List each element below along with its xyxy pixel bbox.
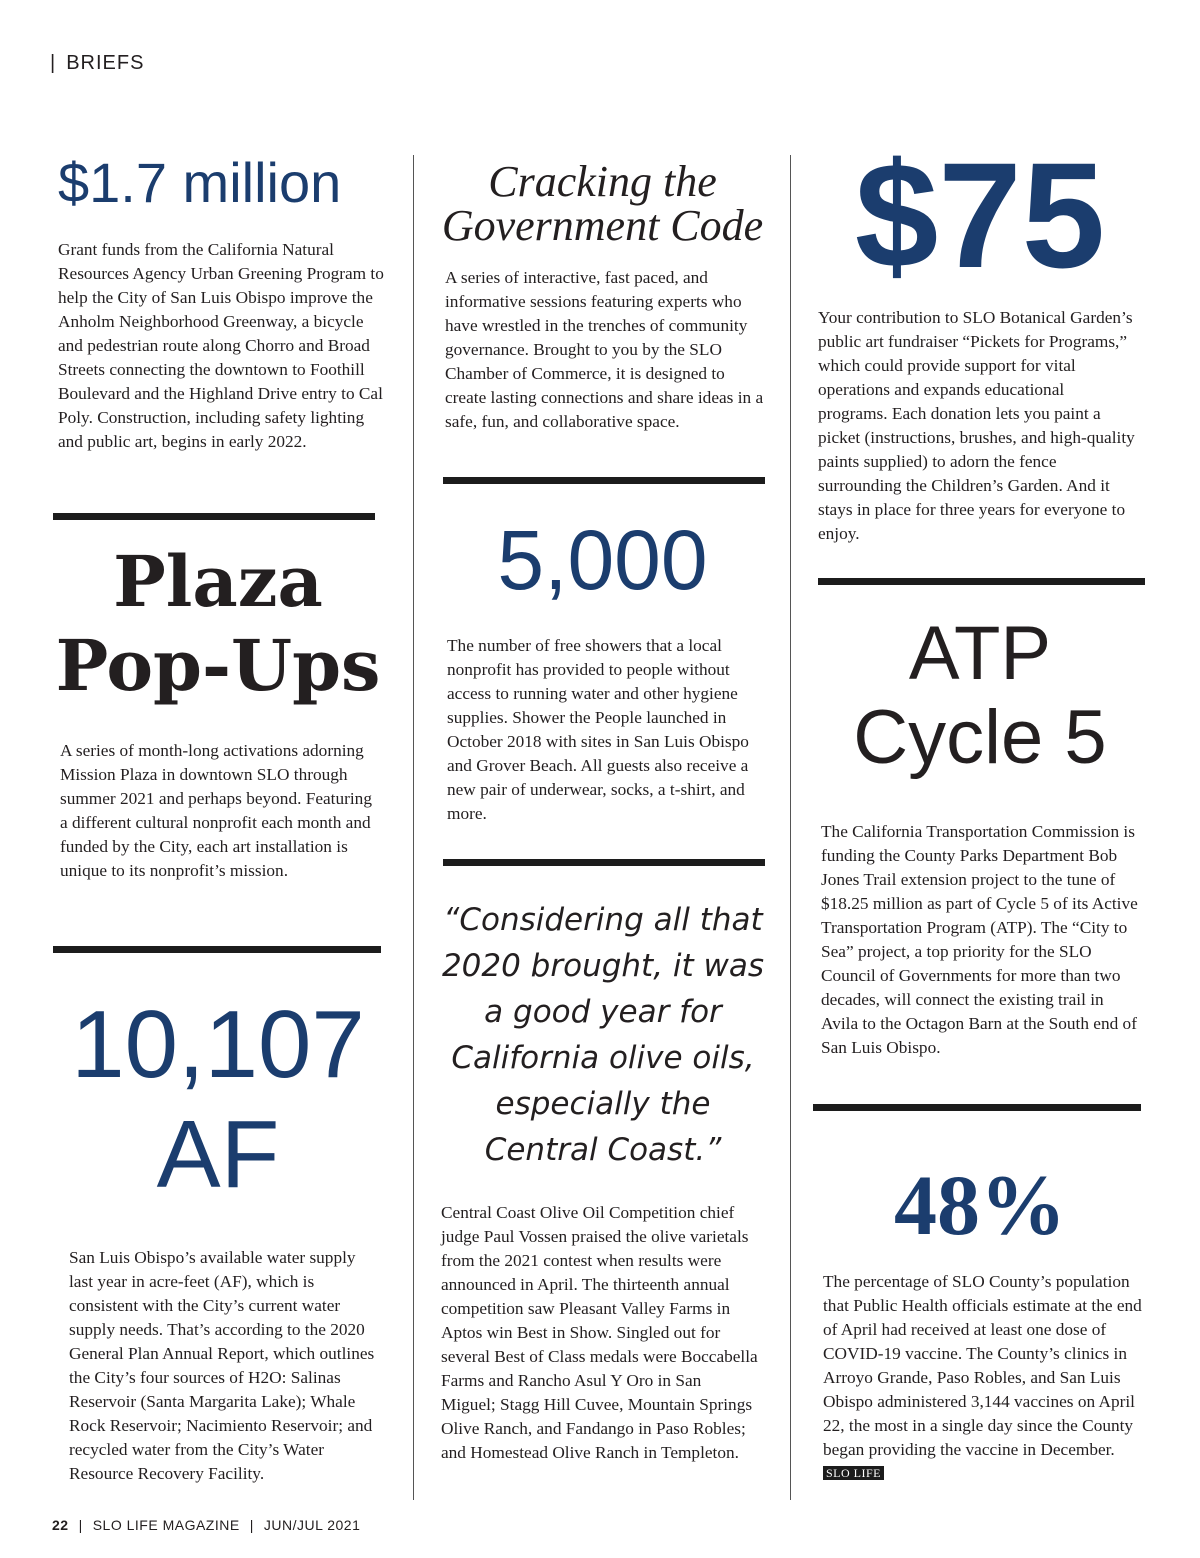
brief-olive-oil bbox=[438, 897, 768, 1465]
brief-government-code bbox=[440, 157, 765, 434]
showers-stat: 5,000 bbox=[497, 513, 708, 607]
water-stat-line1: 10,107 bbox=[71, 991, 365, 1098]
plaza-title-line2: Pop-Ups bbox=[55, 624, 381, 707]
divider-rule bbox=[443, 477, 765, 484]
magazine-name: SLO LIFE MAGAZINE bbox=[92, 1517, 240, 1533]
code-title-line2: Government Code bbox=[441, 201, 764, 250]
section-label bbox=[50, 52, 144, 75]
brief-showers bbox=[440, 510, 765, 826]
end-mark-logo: SLO LIFE bbox=[823, 1466, 884, 1480]
garden-body: Your contribution to SLO Botanical Garden’s public art fundraiser “Pickets for Programs,” which could provide support for vital operations and expands educational programs. Each donation lets you paint a picket (instructions, brushes, and high-quality paints supplied) to adorn the fence surrounding the Children’s Garden. And it stays in place for three years for everyone to enjoy. bbox=[818, 308, 1135, 543]
atp-title-line1: ATP bbox=[908, 611, 1052, 696]
divider-rule bbox=[813, 1104, 1141, 1111]
atp-title-line2: Cycle 5 bbox=[853, 695, 1107, 780]
olive-body: Central Coast Olive Oil Competition chief judge Paul Vossen praised the olive varietals from the 2021 contest when results were announced in April. The thirteenth annual competition saw Pleasant Valley Farms in Aptos win Best in Show. Singled out for several Best of Class medals were Boccabella Farms and Rancho Asul Y Oro in San Miguel; Stagg Hill Cuvee, Mountain Springs Olive Ranch, and Fandango in Paso Robles; and Homestead Olive Ranch in Templeton. bbox=[441, 1203, 758, 1462]
brief-water bbox=[53, 990, 383, 1486]
section-title: BRIEFS bbox=[66, 52, 145, 74]
brief-grant bbox=[58, 145, 388, 454]
brief-plaza bbox=[53, 540, 383, 883]
grant-body: Grant funds from the California Natural Resources Agency Urban Greening Program to help the City of San Luis Obispo improve the Anholm Neighborhood Greenway, a bicycle and pedestrian route along Chorro and Broad Streets connecting the downtown to Foothill Boulevard and the Highland Drive entry to Cal Poly. Construction, including safety lighting and public art, begins in early 2022. bbox=[58, 240, 384, 451]
garden-stat: $75 bbox=[854, 131, 1106, 299]
olive-pull-quote: “Considering all that 2020 brought, it was a good year for California olive oils, especially the Central Coast.” bbox=[441, 902, 765, 1168]
grant-stat: $1.7 million bbox=[58, 151, 342, 214]
vaccine-body: The percentage of SLO County’s population that Public Health officials estimate at the end of April had received at least one dose of COVID-19 vaccine. The County’s clinics in Arroyo Grande, Paso Robles, and San Luis Obispo administered 3,144 vaccines on April 22, the most in a single day since the County began providing the vaccine in December. bbox=[823, 1272, 1142, 1459]
atp-body: The California Transportation Commission is funding the County Parks Department Bob Jones Trail extension project to the tune of $18.25 million as part of Cycle 5 of its Active Transportation Program (ATP). The “City to Sea” project, a top priority for the SLO Council of Governments for more than two decades, will connect the existing trail in Avila to the Octagon Barn at the South end of San Luis Obispo. bbox=[821, 822, 1138, 1057]
divider-rule bbox=[443, 859, 765, 866]
brief-vaccine bbox=[815, 1150, 1145, 1486]
footer-divider: | bbox=[78, 1517, 83, 1533]
footer-divider: | bbox=[249, 1517, 254, 1533]
plaza-body: A series of month-long activations adorning Mission Plaza in downtown SLO through summer 2021 and perhaps beyond. Featuring a different cultural nonprofit each month and funded by the City, each art installation is unique to its nonprofit’s mission. bbox=[60, 741, 372, 880]
section-divider: | bbox=[50, 52, 57, 74]
brief-botanical-garden bbox=[815, 131, 1145, 546]
water-stat-line2: AF bbox=[156, 1101, 280, 1208]
column-divider-left bbox=[413, 155, 414, 1500]
showers-body: The number of free showers that a local nonprofit has provided to people without access to running water and other hygiene supplies. Shower the People launched in October 2018 with sites in San Luis Obispo and Grover Beach. All guests also receive a new pair of underwear, socks, a t-shirt, and more. bbox=[447, 636, 749, 823]
water-body: San Luis Obispo’s available water supply last year in acre-feet (AF), which is consistent with the City’s current water supply needs. That’s according to the 2020 General Plan Annual Report, which outlines the City’s four sources of H2O: Salinas Reservoir (Santa Margarita Lake); Whale Rock Reservoir; Nacimiento Reservoir; and recycled water from the City’s Water Resource Recovery Facility. bbox=[69, 1248, 375, 1483]
page-number: 22 bbox=[52, 1517, 69, 1533]
divider-rule bbox=[53, 513, 375, 520]
page-footer bbox=[52, 1517, 360, 1533]
column-divider-right bbox=[790, 155, 791, 1500]
brief-atp bbox=[815, 612, 1145, 1060]
code-title-line1: Cracking the bbox=[488, 157, 717, 206]
divider-rule bbox=[53, 946, 381, 953]
divider-rule bbox=[818, 578, 1145, 585]
code-body: A series of interactive, fast paced, and informative sessions featuring experts who have wrestled in the trenches of community governance. Brought to you by the SLO Chamber of Commerce, it is designed to create lasting connections and share ideas in a safe, fun, and collaborative space. bbox=[445, 268, 764, 431]
plaza-title-line1: Plaza bbox=[113, 540, 323, 623]
issue-date: JUN/JUL 2021 bbox=[263, 1517, 361, 1533]
vaccine-body-wrap bbox=[815, 1270, 1145, 1486]
vaccine-stat: 48% bbox=[894, 1157, 1066, 1253]
